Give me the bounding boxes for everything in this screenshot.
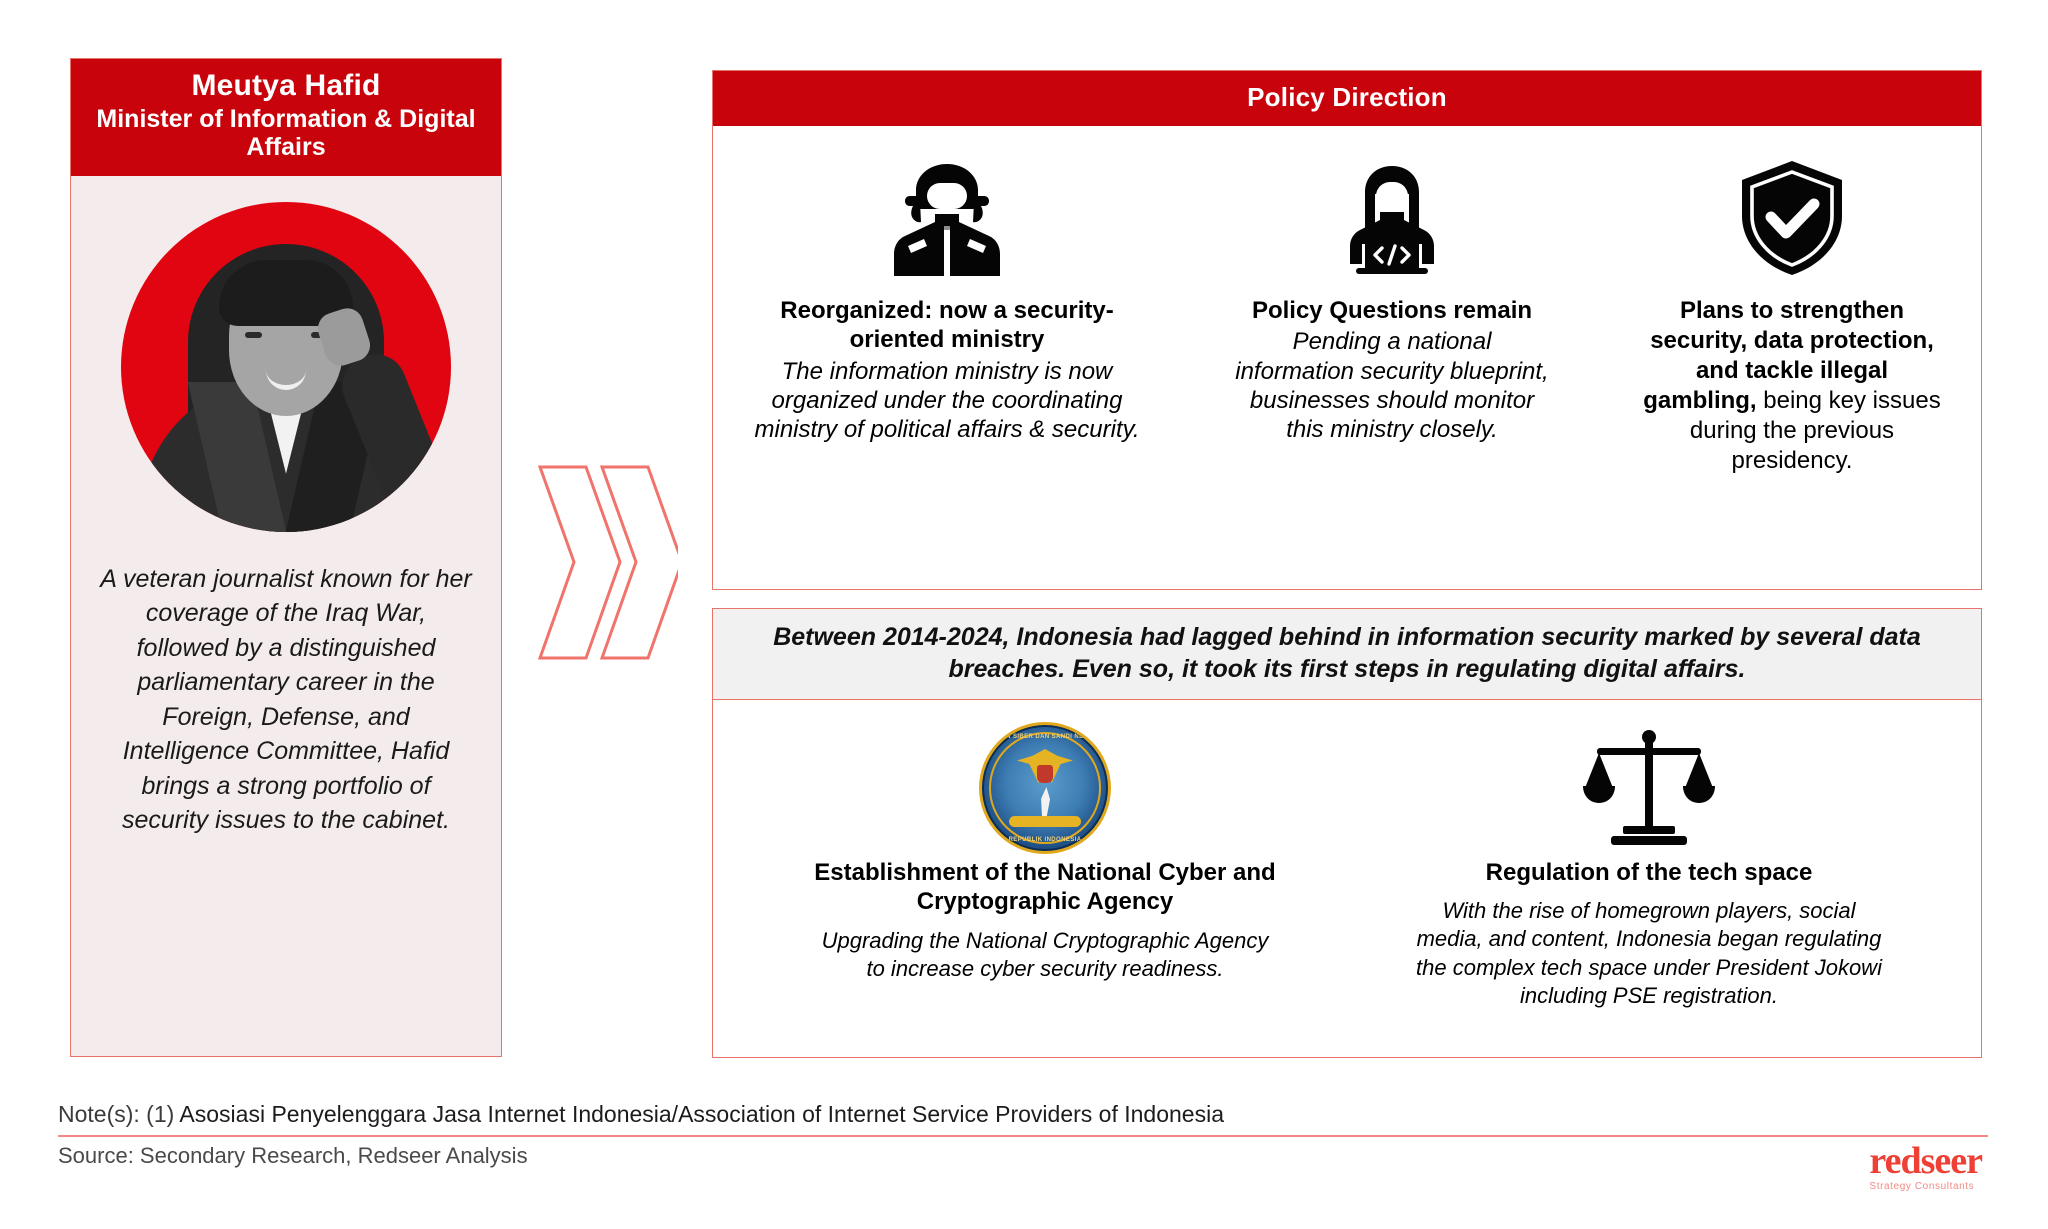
- note-text: Asosiasi Penyelenggara Jasa Internet Indonesia/Association of Internet Service Providers of Indonesia: [179, 1101, 1224, 1127]
- history-panel: [712, 608, 1982, 1058]
- policy-direction-title: Policy Direction: [713, 71, 1981, 126]
- policy-column-plans: [1637, 158, 1947, 476]
- emblem-text-top: BADAN SIBER DAN SANDI NEGARA: [987, 734, 1103, 740]
- policy-heading-mixed: [1637, 296, 1947, 476]
- emblem-text-bottom: REPUBLIK INDONESIA: [1008, 837, 1082, 843]
- bssn-emblem: [979, 722, 1111, 854]
- policy-column-questions: [1232, 158, 1552, 444]
- policy-heading: Policy Questions remain: [1251, 297, 1533, 324]
- logo-wordmark: redseer: [1869, 1140, 1982, 1182]
- source-line: Source: Secondary Research, Redseer Analysis: [58, 1142, 528, 1168]
- scales-of-justice-icon: [1414, 722, 1884, 854]
- note-label: Note(s): (1): [58, 1101, 180, 1127]
- double-chevron-right-icon: [528, 455, 678, 670]
- emblem-ring: [989, 732, 1101, 844]
- portrait-eye-left: [245, 332, 262, 338]
- logo-tagline: Strategy Consultants: [1869, 1181, 1975, 1192]
- redseer-logo: [1869, 1142, 1982, 1192]
- developer-laptop-icon: [1232, 158, 1552, 278]
- bssn-emblem-icon: [810, 722, 1280, 854]
- policy-body: Pending a national information security blueprint, businesses should monitor this ministry closely.: [1235, 328, 1549, 444]
- profile-header: [71, 59, 501, 176]
- emblem-scroll: [1009, 816, 1081, 827]
- emblem-shield-icon: [1037, 765, 1053, 783]
- policy-columns: [713, 126, 1981, 476]
- policy-direction-panel: [712, 70, 1982, 590]
- profile-bio: A veteran journalist known for her coverage of the Iraq War, followed by a distinguished parliamentary career in the Foreign, Defense, and Intelligence Committee, Hafid brings a strong portfolio of security issues to the cabinet.: [100, 564, 472, 835]
- history-column-bssn: [810, 722, 1280, 983]
- shield-check-icon: [1637, 158, 1947, 278]
- portrait-circle: [121, 202, 451, 532]
- profile-role: Minister of Information & Digital Affairs: [96, 104, 476, 162]
- history-banner-text: Between 2014-2024, Indonesia had lagged behind in information security marked by several data breaches. Even so, it took its first steps in regulating digital affairs.: [713, 609, 1981, 700]
- history-heading: Establishment of the National Cyber and Cryptographic Agency: [814, 859, 1276, 916]
- soldier-icon: [747, 158, 1147, 278]
- policy-heading: Reorganized: now a security-oriented ministry: [780, 297, 1114, 354]
- policy-column-reorganized: [747, 158, 1147, 444]
- policy-heading-rest: being key issues during the previous presidency.: [1689, 387, 1941, 474]
- footer: [58, 1100, 1988, 1192]
- history-column-regulation: [1414, 722, 1884, 1010]
- policy-heading-bold: Plans to strengthen security, data protection, and tackle illegal gambling,: [1643, 297, 1934, 414]
- history-columns: [713, 700, 1981, 1010]
- history-body: Upgrading the National Cryptographic Agency to increase cyber security readiness.: [821, 927, 1269, 981]
- profile-name: Meutya Hafid: [191, 69, 381, 102]
- history-body: With the rise of homegrown players, social media, and content, Indonesia began regulating the complex tech space under President Jokowi including PSE registration.: [1416, 898, 1882, 1008]
- note-line: [58, 1100, 1988, 1135]
- policy-body: The information ministry is now organized under the coordinating ministry of political affairs & security.: [754, 357, 1140, 444]
- profile-card: [70, 58, 502, 1057]
- portrait: [121, 202, 451, 532]
- history-heading: Regulation of the tech space: [1485, 859, 1813, 886]
